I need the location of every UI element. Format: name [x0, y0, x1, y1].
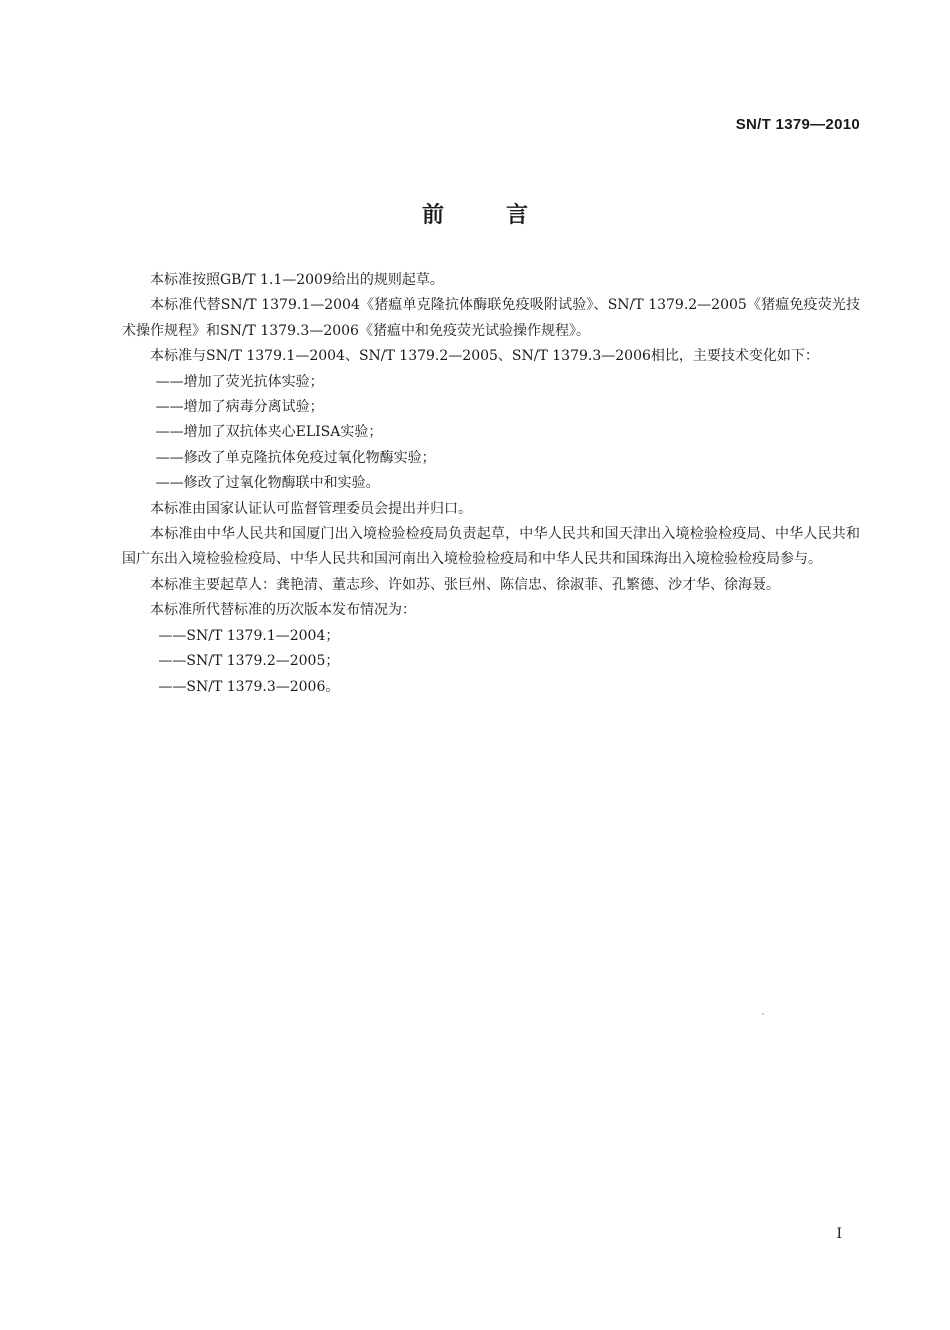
list-item-change: ——增加了病毒分离试验； — [155, 399, 324, 416]
page-number: I — [836, 1226, 842, 1242]
foreword-body — [122, 268, 860, 700]
scan-speck — [762, 1013, 764, 1015]
list-item-change: ——修改了过氧化物酶联中和实验。 — [155, 475, 380, 492]
paragraph-changes-intro: 本标准与SN/T 1379.1—2004、SN/T 1379.2—2005、SN/T 1379.3—2006相比，主要技术变化如下： — [150, 348, 819, 365]
list-item-change: ——修改了单克隆抗体免疫过氧化物酶实验； — [155, 449, 436, 466]
list-item-history: ——SN/T 1379.3—2006。 — [158, 678, 340, 695]
list-item-history: ——SN/T 1379.1—2004； — [158, 627, 340, 644]
paragraph-proposer: 本标准由国家认证认可监督管理委员会提出并归口。 — [150, 500, 472, 517]
list-item-change: ——增加了双抗体夹心ELISA实验； — [155, 424, 383, 441]
standard-code: SN/T 1379—2010 — [735, 116, 860, 133]
list-item-history: ——SN/T 1379.2—2005； — [158, 653, 340, 670]
list-item-change: ——增加了荧光抗体实验； — [155, 373, 324, 390]
paragraph-drafters: 本标准主要起草人：龚艳清、董志珍、许如苏、张巨州、陈信忠、徐淑菲、孔繁德、沙才华、徐海聂。 — [150, 576, 780, 593]
page-title: 前言 — [421, 203, 590, 228]
paragraph-drafting-rules: 本标准按照GB/T 1.1—2009给出的规则起草。 — [150, 272, 444, 288]
paragraph-replaces: 本标准代替SN/T 1379.1—2004《猪瘟单克隆抗体酶联免疫吸附试验》、SN/T 1379.2—2005《猪瘟免疫荧光技术操作规程》和SN/T 1379.3—2006《猪瘟中和免疫荧光试验操作规程》。 — [122, 297, 860, 339]
paragraph-drafting-organizations: 本标准由中华人民共和国厦门出入境检验检疫局负责起草，中华人民共和国天津出入境检验检疫局、中华人民共和国广东出入境检验检疫局、中华人民共和国河南出入境检验检疫局和中华人民共和国珠海出入境检验检疫局参与。 — [122, 526, 860, 568]
paragraph-history-intro: 本标准所代替标准的历次版本发布情况为： — [150, 602, 416, 619]
